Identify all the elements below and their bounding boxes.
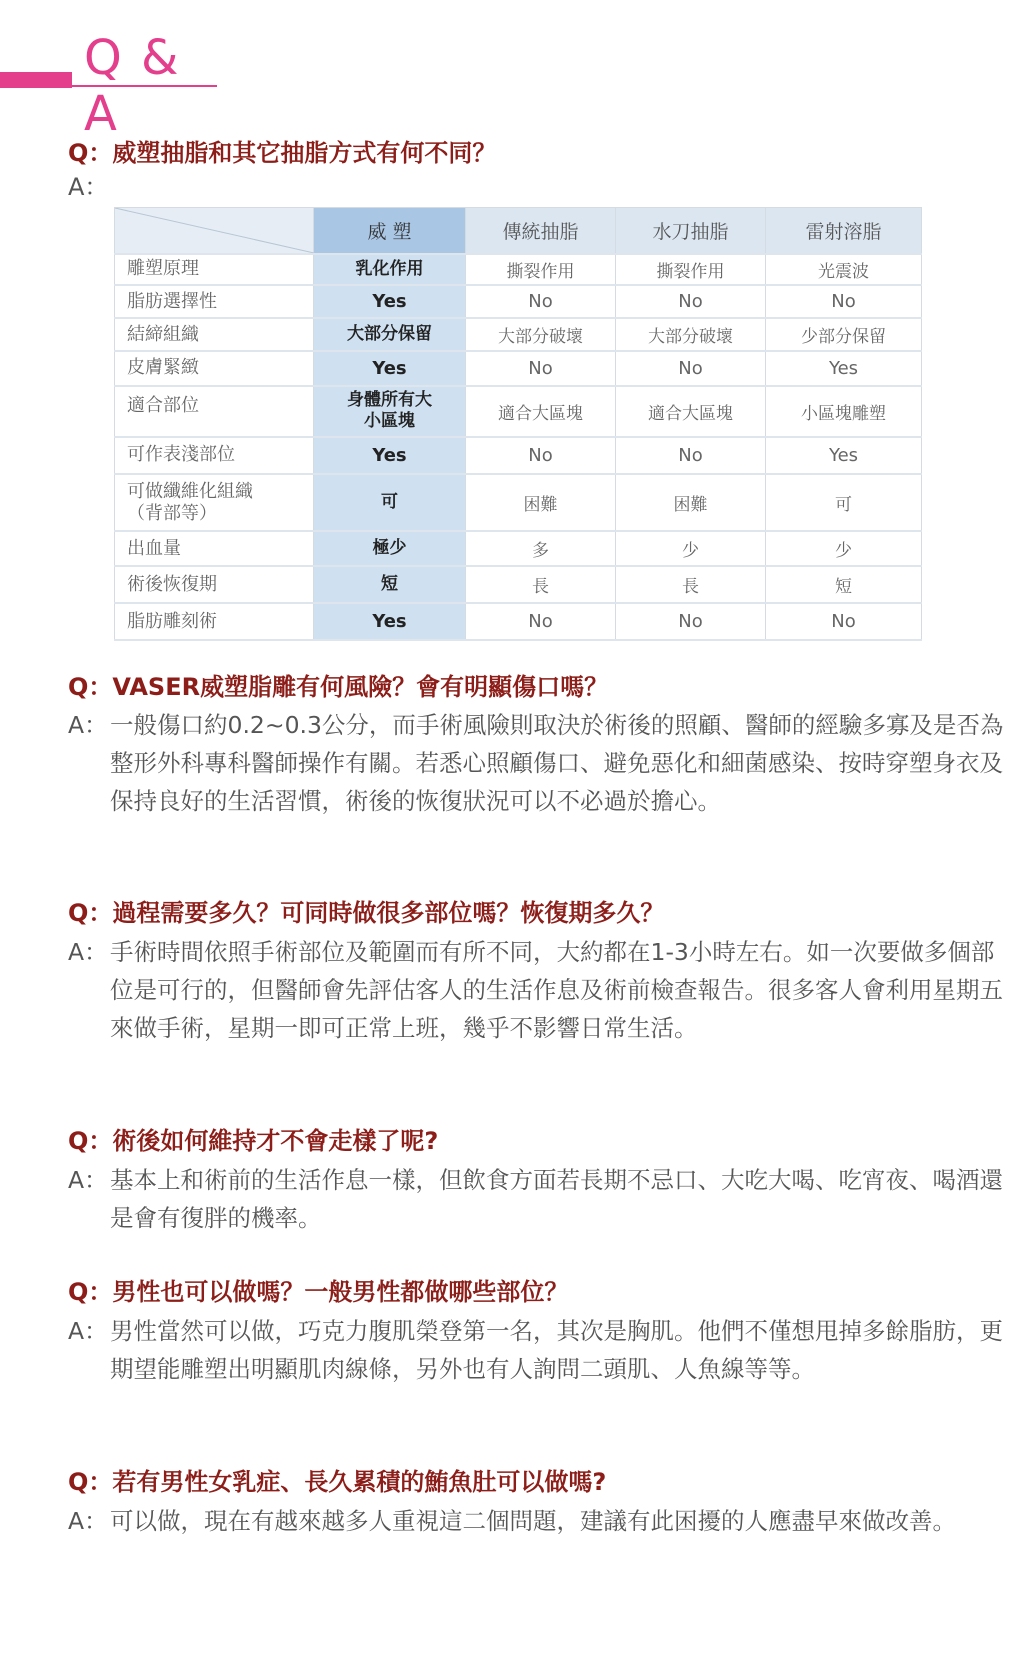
- question-2: Q：VASER威塑脂雕有何風險？會有明顯傷口嗎？: [68, 673, 609, 701]
- row-label: 雕塑原理: [115, 254, 314, 286]
- cell-waterjet: 少: [616, 531, 766, 566]
- cell-vaser: Yes: [314, 437, 466, 474]
- cell-waterjet: 大部分破壞: [616, 318, 766, 351]
- cell-vaser: 短: [314, 566, 466, 603]
- cell-traditional: 適合大區塊: [466, 386, 616, 437]
- table-row: [115, 603, 922, 640]
- header-accent-bar: [0, 72, 72, 88]
- cell-traditional: 撕裂作用: [466, 254, 616, 286]
- answer-2: [68, 706, 1015, 820]
- cell-waterjet: 長: [616, 566, 766, 603]
- cell-waterjet: 困難: [616, 474, 766, 531]
- cell-waterjet: 撕裂作用: [616, 254, 766, 286]
- cell-laser: 少部分保留: [766, 318, 922, 351]
- table-row: [115, 386, 922, 437]
- answer-4-text: 基本上和術前的生活作息一樣，但飲食方面若長期不忌口、大吃大喝、吃宵夜、喝酒還是會有復胖的機率。: [110, 1166, 1003, 1232]
- cell-vaser: 可: [314, 474, 466, 531]
- table-row: [115, 285, 922, 318]
- cell-laser: No: [766, 603, 922, 640]
- cell-vaser: 身體所有大小區塊: [314, 386, 466, 437]
- cell-vaser: 大部分保留: [314, 318, 466, 351]
- cell-vaser: 極少: [314, 531, 466, 566]
- cell-waterjet: 適合大區塊: [616, 386, 766, 437]
- cell-laser: 可: [766, 474, 922, 531]
- cell-laser: 光震波: [766, 254, 922, 286]
- table-row: [115, 566, 922, 603]
- table-row: [115, 474, 922, 531]
- question-3: Q：過程需要多久？可同時做很多部位嗎？恢復期多久？: [68, 899, 665, 927]
- row-label: 出血量: [115, 531, 314, 566]
- cell-traditional: No: [466, 285, 616, 318]
- question-6: Q：若有男性女乳症、長久累積的鮪魚肚可以做嗎?: [68, 1468, 607, 1496]
- page-header: [0, 30, 230, 142]
- cell-vaser: Yes: [314, 351, 466, 386]
- cell-waterjet: No: [616, 351, 766, 386]
- row-label: 術後恢復期: [115, 566, 314, 603]
- cell-traditional: 大部分破壞: [466, 318, 616, 351]
- diagonal-line: [115, 208, 314, 253]
- row-label: 皮膚緊緻: [115, 351, 314, 386]
- table-row: [115, 351, 922, 386]
- question-5: Q：男性也可以做嗎？一般男性都做哪些部位？: [68, 1278, 569, 1306]
- row-label: 結締組織: [115, 318, 314, 351]
- cell-laser: Yes: [766, 437, 922, 474]
- table-corner-cell: [115, 208, 314, 254]
- cell-laser: 短: [766, 566, 922, 603]
- row-label: 適合部位: [115, 386, 314, 437]
- cell-traditional: No: [466, 351, 616, 386]
- table-row: [115, 531, 922, 566]
- cell-vaser: Yes: [314, 285, 466, 318]
- cell-traditional: 困難: [466, 474, 616, 531]
- cell-waterjet: No: [616, 603, 766, 640]
- table-row: [115, 437, 922, 474]
- answer-6-text: 可以做，現在有越來越多人重視這二個問題，建議有此困擾的人應盡早來做改善。: [110, 1507, 956, 1535]
- cell-traditional: 多: [466, 531, 616, 566]
- question-4: Q：術後如何維持才不會走樣了呢?: [68, 1127, 439, 1155]
- col-header-laser: 雷射溶脂: [766, 208, 922, 254]
- answer-3-text: 手術時間依照手術部位及範圍而有所不同，大約都在1-3小時左右。如一次要做多個部位是可行的，但醫師會先評估客人的生活作息及術前檢查報告。很多客人會利用星期五來做手術，星期一即可正常上班，幾乎不影響日常生活。: [110, 938, 1003, 1042]
- cell-laser: 少: [766, 531, 922, 566]
- col-header-traditional: 傳統抽脂: [466, 208, 616, 254]
- page-title: Q & A: [84, 30, 181, 142]
- col-header-waterjet: 水刀抽脂: [616, 208, 766, 254]
- answer-2-label: A：: [68, 711, 108, 739]
- answer-6: [68, 1502, 1015, 1540]
- row-label: 可作表淺部位: [115, 437, 314, 474]
- cell-waterjet: No: [616, 285, 766, 318]
- cell-traditional: No: [466, 437, 616, 474]
- row-label: 可做纖維化組織（背部等）: [115, 474, 314, 531]
- cell-traditional: No: [466, 603, 616, 640]
- answer-4: [68, 1161, 1015, 1237]
- comparison-table: [114, 207, 922, 641]
- cell-waterjet: No: [616, 437, 766, 474]
- row-label: 脂肪選擇性: [115, 285, 314, 318]
- cell-laser: 小區塊雕塑: [766, 386, 922, 437]
- cell-vaser: 乳化作用: [314, 254, 466, 286]
- answer-5-text: 男性當然可以做，巧克力腹肌榮登第一名，其次是胸肌。他們不僅想甩掉多餘脂肪，更期望能雕塑出明顯肌肉線條，另外也有人詢問二頭肌、人魚線等等。: [110, 1317, 1003, 1383]
- cell-vaser: Yes: [314, 603, 466, 640]
- cell-laser: No: [766, 285, 922, 318]
- answer-5: [68, 1312, 1015, 1388]
- answer-6-label: A：: [68, 1507, 108, 1535]
- table-row: [115, 254, 922, 286]
- cell-laser: Yes: [766, 351, 922, 386]
- answer-1-label: A：: [68, 173, 109, 201]
- answer-5-label: A：: [68, 1317, 108, 1345]
- table-row: [115, 318, 922, 351]
- cell-traditional: 長: [466, 566, 616, 603]
- answer-2-text: 一般傷口約0.2~0.3公分，而手術風險則取決於術後的照顧、醫師的經驗多寡及是否為整形外科專科醫師操作有關。若悉心照顧傷口、避免惡化和細菌感染、按時穿塑身衣及保持良好的生活習慣，術後的恢復狀況可以不必過於擔心。: [110, 711, 1004, 815]
- answer-3: [68, 933, 1015, 1047]
- col-header-vaser: 威 塑: [314, 208, 466, 254]
- answer-4-label: A：: [68, 1166, 108, 1194]
- row-label: 脂肪雕刻術: [115, 603, 314, 640]
- table-header-row: [115, 208, 922, 254]
- question-1: Q：威塑抽脂和其它抽脂方式有何不同？: [68, 139, 497, 167]
- answer-3-label: A：: [68, 938, 108, 966]
